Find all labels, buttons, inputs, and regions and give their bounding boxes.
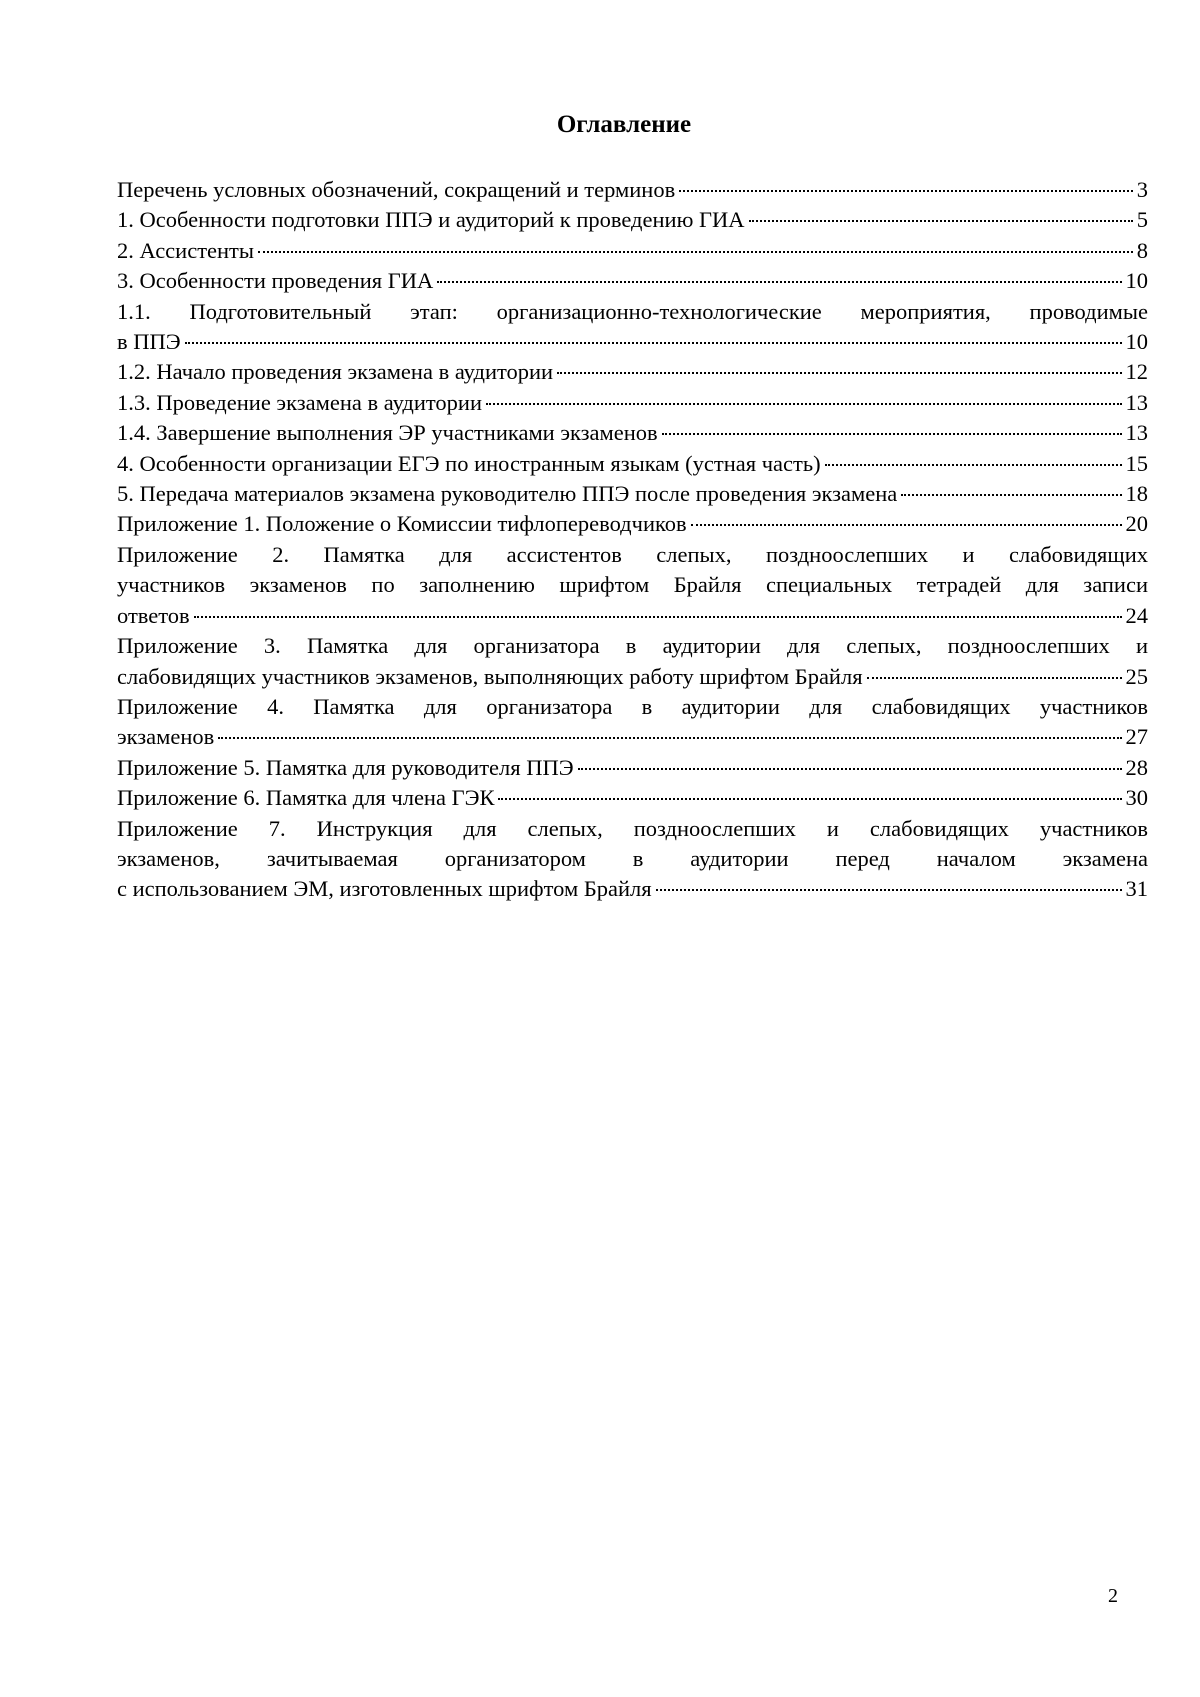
toc-entry-text: экзаменов — [117, 724, 215, 750]
toc-entry-page: 13 — [1125, 389, 1148, 415]
toc-entry-text: 1.4. Завершение выполнения ЭР участниками экзаменов — [117, 420, 658, 446]
toc-entry[interactable] — [117, 418, 1148, 448]
toc-entry[interactable] — [117, 783, 1148, 813]
toc-entry-text: 2. Ассистенты — [117, 237, 254, 263]
toc-entry[interactable] — [117, 509, 1148, 539]
toc-entry-text: с использованием ЭМ, изготовленных шрифтом Брайля — [117, 876, 652, 902]
toc-entry-text: 1.3. Проведение экзамена в аудитории — [117, 389, 483, 415]
toc-entry[interactable] — [117, 814, 1148, 905]
toc-entry[interactable] — [117, 297, 1148, 358]
toc-title: Оглавление — [556, 111, 692, 138]
toc-entry-page: 28 — [1125, 754, 1148, 780]
table-of-contents — [117, 175, 1148, 905]
page-number: 2 — [1108, 1585, 1118, 1607]
dot-leader — [691, 524, 1122, 526]
toc-entry-text: Приложение 5. Памятка для руководителя ППЭ — [117, 754, 574, 780]
toc-entry-page: 25 — [1125, 663, 1148, 689]
dot-leader — [486, 403, 1121, 405]
dot-leader — [901, 494, 1121, 496]
dot-leader — [185, 342, 1122, 344]
toc-entry-text: экзаменов, зачитываемая организатором в аудитории перед началом экзамена — [117, 845, 1148, 871]
toc-entry-page: 10 — [1125, 268, 1148, 294]
dot-leader — [218, 737, 1121, 739]
toc-entry[interactable] — [117, 753, 1148, 783]
toc-entry[interactable] — [117, 175, 1148, 205]
toc-entry-page: 30 — [1125, 785, 1148, 811]
dot-leader — [679, 190, 1133, 192]
toc-entry-text: участников экзаменов по заполнению шрифтом Брайля специальных тетрадей для записи — [117, 572, 1148, 598]
toc-entry-text: 4. Особенности организации ЕГЭ по иностранным языкам (устная часть) — [117, 450, 821, 476]
toc-entry[interactable] — [117, 388, 1148, 418]
toc-entry[interactable] — [117, 236, 1148, 266]
toc-entry-page: 5 — [1136, 207, 1148, 233]
dot-leader — [867, 677, 1122, 679]
toc-entry-text: слабовидящих участников экзаменов, выполняющих работу шрифтом Брайля — [117, 663, 863, 689]
toc-entry-text: 3. Особенности проведения ГИА — [117, 268, 434, 294]
toc-entry-page: 24 — [1125, 602, 1148, 628]
toc-entry-text: 1.1. Подготовительный этап: организационно-технологические мероприятия, проводимые — [117, 298, 1148, 324]
toc-entry-text: Перечень условных обозначений, сокращений и терминов — [117, 177, 676, 202]
toc-entry-page: 31 — [1125, 876, 1148, 902]
toc-entry-text: 1.2. Начало проведения экзамена в аудитории — [117, 359, 554, 385]
toc-entry-page: 27 — [1125, 724, 1148, 750]
toc-entry[interactable] — [117, 540, 1148, 631]
dot-leader — [656, 889, 1122, 891]
toc-entry[interactable] — [117, 479, 1148, 509]
toc-entry[interactable] — [117, 449, 1148, 479]
dot-leader — [662, 433, 1122, 435]
dot-leader — [258, 251, 1133, 253]
toc-entry-text: 5. Передача материалов экзамена руководителю ППЭ после проведения экзамена — [117, 481, 898, 507]
dot-leader — [825, 464, 1122, 466]
toc-entry-text: Приложение 2. Памятка для ассистентов слепых, поздноослепших и слабовидящих — [117, 541, 1148, 567]
toc-entry-page: 20 — [1125, 511, 1148, 537]
toc-entry-text: ответов — [117, 602, 190, 628]
toc-entry-page: 18 — [1125, 481, 1148, 507]
toc-entry[interactable] — [117, 692, 1148, 753]
toc-entry-page: 3 — [1136, 177, 1148, 202]
dot-leader — [578, 768, 1122, 770]
dot-leader — [498, 798, 1121, 800]
toc-entry-text: Приложение 1. Положение о Комиссии тифлопереводчиков — [117, 511, 687, 537]
toc-entry-page: 8 — [1136, 237, 1148, 263]
toc-entry[interactable] — [117, 205, 1148, 235]
dot-leader — [437, 281, 1121, 283]
toc-entry-page: 15 — [1125, 450, 1148, 476]
dot-leader — [194, 616, 1122, 618]
toc-entry-text: 1. Особенности подготовки ППЭ и аудиторий к проведению ГИА — [117, 207, 745, 233]
toc-entry[interactable] — [117, 631, 1148, 692]
toc-entry-page: 13 — [1125, 420, 1148, 446]
toc-entry-text: Приложение 4. Памятка для организатора в аудитории для слабовидящих участников — [117, 693, 1148, 719]
toc-entry[interactable] — [117, 266, 1148, 296]
toc-entry-text: Приложение 6. Памятка для члена ГЭК — [117, 785, 495, 811]
dot-leader — [749, 220, 1133, 222]
toc-entry-page: 12 — [1125, 359, 1148, 385]
toc-entry-text: Приложение 3. Памятка для организатора в аудитории для слепых, поздноослепших и — [117, 633, 1148, 659]
toc-entry-page: 10 — [1125, 329, 1148, 355]
toc-entry-text: Приложение 7. Инструкция для слепых, поздноослепших и слабовидящих участников — [117, 815, 1148, 841]
dot-leader — [557, 372, 1121, 374]
toc-entry-text: в ППЭ — [117, 329, 181, 355]
toc-entry[interactable] — [117, 357, 1148, 387]
